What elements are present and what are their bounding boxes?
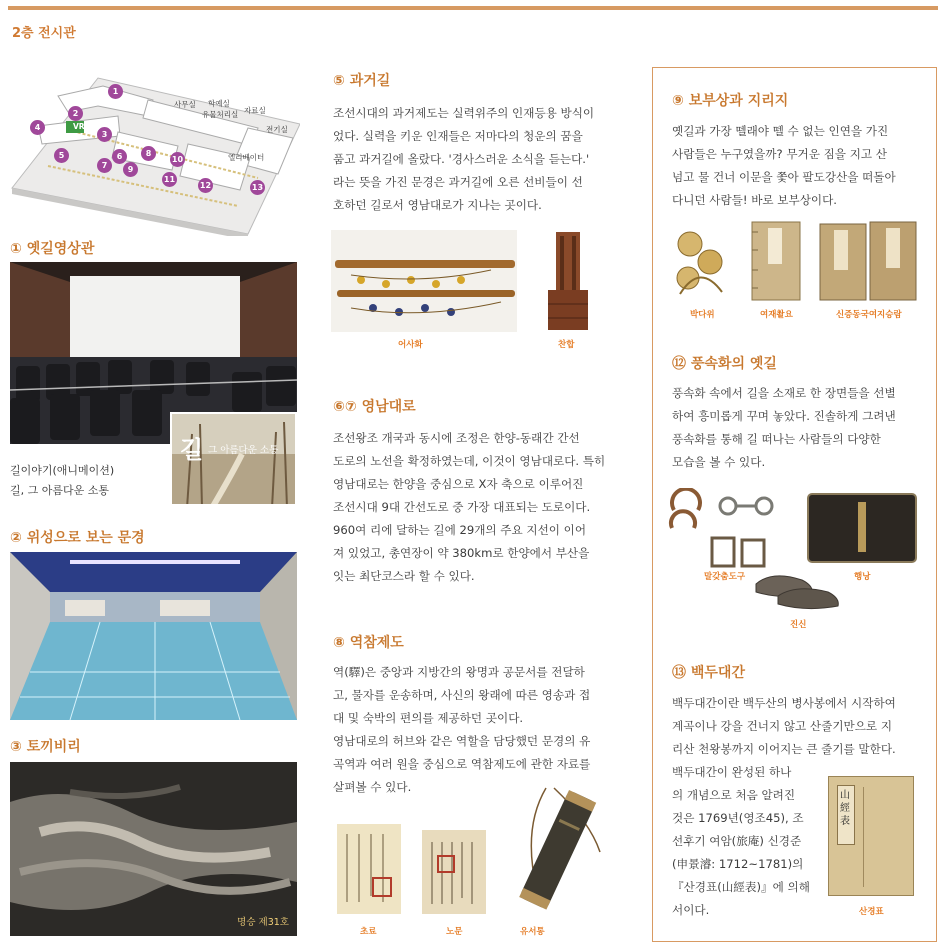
- map-pin-11: 11: [162, 172, 177, 187]
- horse-gear-photo: [668, 488, 786, 570]
- animation-caption-1: 길이야기(애니메이션): [10, 464, 115, 477]
- section-5-body: [333, 102, 633, 217]
- s9-line-2: 사람들은 누구였을까? 무거운 짐을 지고 산: [672, 147, 887, 161]
- vr-label: VR: [73, 122, 85, 131]
- s67-line-4: 조선시대 9대 간선도로 중 가장 대표되는 도로이다.: [333, 500, 591, 514]
- caption-jinsin: 진신: [790, 620, 807, 630]
- eosahwa-photo: [331, 230, 517, 332]
- caption-eosahwa: 어사화: [398, 340, 423, 350]
- section-5-title: ⑤ 과거길: [333, 73, 391, 89]
- section-8-title: ⑧ 역참제도: [333, 635, 404, 651]
- s67-line-5: 960여 리에 달하는 길에 29개의 주요 지선이 이어: [333, 523, 587, 537]
- floor-title: 2층 전시관: [12, 26, 76, 41]
- caption-horse-gear: 말갖춤도구: [704, 572, 746, 582]
- room-artifact: 유물처리실: [202, 110, 239, 119]
- tokkibiri-caption: 명승 제31호: [237, 917, 289, 928]
- room-electric: 전기실: [266, 125, 288, 134]
- s13-line-1: 백두대간이란 백두산의 병사봉에서 시작하여: [672, 696, 896, 710]
- nomun-photo: [418, 826, 490, 918]
- s5-line-3: 품고 과거길에 올랐다. '경사스러운 소식을 듣는다.': [333, 152, 590, 166]
- s67-line-3: 영남대로는 한양을 중심으로 X자 축으로 이루어진: [333, 477, 584, 491]
- s5-line-4: 라는 뜻을 가진 문경은 과거길에 오른 선비들이 선: [333, 175, 583, 189]
- section-13-body: [672, 692, 934, 761]
- s12-line-4: 모습을 볼 수 있다.: [672, 455, 766, 469]
- s67-line-1: 조선왕조 개국과 동시에 조정은 한양-동래간 간선: [333, 431, 580, 445]
- s5-line-1: 조선시대의 과거제도는 실력위주의 인재등용 방식이: [333, 106, 595, 120]
- yeojaechwaryo-photo: [750, 220, 802, 302]
- section-8-body: [333, 661, 633, 799]
- s9-line-4: 다니던 사람들! 바로 보부상이다.: [672, 193, 837, 207]
- map-pin-9: 9: [123, 162, 138, 177]
- caption-yeojae: 여재촬요: [760, 310, 793, 320]
- s12-line-1: 풍속화 속에서 길을 소재로 한 장면들을 선별: [672, 386, 896, 400]
- map-pin-13: 13: [250, 180, 265, 195]
- caption-nomun: 노문: [446, 927, 463, 937]
- s5-line-5: 호하던 길로서 영남대로가 지나는 곳이다.: [333, 198, 542, 212]
- book-label: 山經表: [840, 790, 850, 827]
- s67-line-7: 잇는 최단코스라 할 수 있다.: [333, 569, 475, 583]
- section-12-body: [672, 382, 934, 474]
- section-1-title: ① 옛길영상관: [10, 241, 95, 257]
- map-pin-1: 1: [108, 84, 123, 99]
- s9-line-1: 옛길과 가장 뗄래야 뗄 수 없는 인연을 가진: [672, 124, 889, 138]
- s8-line-2: 고, 물자를 운송하며, 사신의 왕래에 따른 영송과 접: [333, 688, 591, 702]
- s13-line-6: 것은 1769년(영조45), 조: [672, 811, 804, 825]
- s13-line-8: (申景濬: 1712~1781)의: [672, 857, 804, 871]
- s13-line-4: 백두대간이 완성된 하나: [672, 765, 792, 779]
- section-13-body-narrow: [672, 761, 822, 922]
- overlay-glyph: 길: [180, 435, 204, 464]
- caption-sangyeongpyo: 산경표: [859, 907, 884, 917]
- s8-line-3: 대 및 숙박의 편의를 제공하던 곳이다.: [333, 711, 524, 725]
- s13-line-9: 『산경표(山經表)』에 의해: [672, 880, 810, 894]
- s12-line-2: 하여 흥미롭게 꾸며 놓았다. 진솔하게 그려낸: [672, 409, 896, 423]
- sangyeongpyo-photo: [828, 776, 914, 896]
- satellite-hall-photo: [10, 552, 297, 720]
- map-pin-8: 8: [141, 146, 156, 161]
- caption-haengnang: 행낭: [854, 572, 871, 582]
- room-office: 사무실: [174, 100, 196, 109]
- yuseotong-photo: [500, 782, 620, 920]
- sinjeung-photo: [818, 220, 918, 302]
- s67-line-6: 져 있었고, 총연장이 약 380km로 한양에서 부산을: [333, 546, 590, 560]
- map-pin-10: 10: [170, 152, 185, 167]
- s8-line-4: 영남대로의 허브와 같은 역할을 담당했던 문경의 유: [333, 734, 591, 748]
- badawi-photo: [670, 222, 732, 302]
- animation-caption-2: 길, 그 아름다운 소통: [10, 484, 109, 497]
- s13-line-10: 서이다.: [672, 903, 710, 917]
- tokkibiri-photo: [10, 762, 297, 936]
- s12-line-3: 풍속화를 통해 길 떠나는 사람들의 다양한: [672, 432, 881, 446]
- s5-line-2: 었다. 실력을 키운 인재들은 저마다의 청운의 꿈을: [333, 129, 583, 143]
- section-12-title: ⑫ 풍속화의 옛길: [672, 356, 777, 372]
- s8-line-6: 살펴볼 수 있다.: [333, 780, 412, 794]
- s8-line-5: 곡역과 여러 원을 중심으로 역참제도에 관한 자료를: [333, 757, 591, 771]
- overlay-title: 그 아름다운 소통: [208, 445, 279, 456]
- map-pin-7: 7: [97, 158, 112, 173]
- section-13-title: ⑬ 백두대간: [672, 665, 745, 681]
- top-rule: [8, 6, 938, 10]
- map-pin-3: 3: [97, 127, 112, 142]
- caption-choryo: 초료: [360, 927, 377, 937]
- section-67-body: [333, 427, 633, 588]
- choryo-photo: [333, 820, 405, 918]
- caption-badawi: 박다위: [690, 310, 715, 320]
- caption-sinjeung: 신증동국여지승람: [836, 310, 902, 320]
- jinsin-photo: [752, 566, 844, 612]
- section-3-title: ③ 토끼비리: [10, 739, 81, 755]
- section-67-title: ⑥⑦ 영남대로: [333, 399, 416, 415]
- map-pin-6: 6: [112, 149, 127, 164]
- s9-line-3: 넘고 물 건너 이문을 쫓아 팔도강산을 떠돌아: [672, 170, 896, 184]
- map-pin-5: 5: [54, 148, 69, 163]
- section-9-title: ⑨ 보부상과 지리지: [672, 93, 789, 109]
- map-pin-4: 4: [30, 120, 45, 135]
- s13-line-5: 의 개념으로 처음 알려진: [672, 788, 796, 802]
- s13-line-3: 리산 천왕봉까지 이어지는 큰 줄기를 말한다.: [672, 742, 896, 756]
- map-pin-2: 2: [68, 106, 83, 121]
- caption-chanhap: 찬합: [558, 340, 575, 350]
- haengnang-photo: [806, 490, 918, 566]
- room-elevator: 엘리베이터: [228, 153, 265, 162]
- section-9-body: [672, 120, 934, 212]
- s13-line-2: 계곡이나 강을 건너지 않고 산줄기만으로 지: [672, 719, 893, 733]
- room-curator: 학예실: [208, 99, 230, 108]
- s13-line-7: 선후기 여암(旅庵) 신경준: [672, 834, 802, 848]
- s8-line-1: 역(驛)은 중앙과 지방간의 왕명과 공문서를 전달하: [333, 665, 585, 679]
- animation-still: [170, 412, 297, 506]
- caption-yuseotong: 유서통: [520, 927, 545, 937]
- map-pin-12: 12: [198, 178, 213, 193]
- room-archive: 자료실: [244, 106, 266, 115]
- chanhap-photo: [540, 230, 600, 334]
- section-2-title: ② 위성으로 보는 문경: [10, 530, 145, 546]
- floor-map: [8, 66, 300, 236]
- s67-line-2: 도로의 노선을 확정하였는데, 이것이 영남대로다. 특히: [333, 454, 606, 468]
